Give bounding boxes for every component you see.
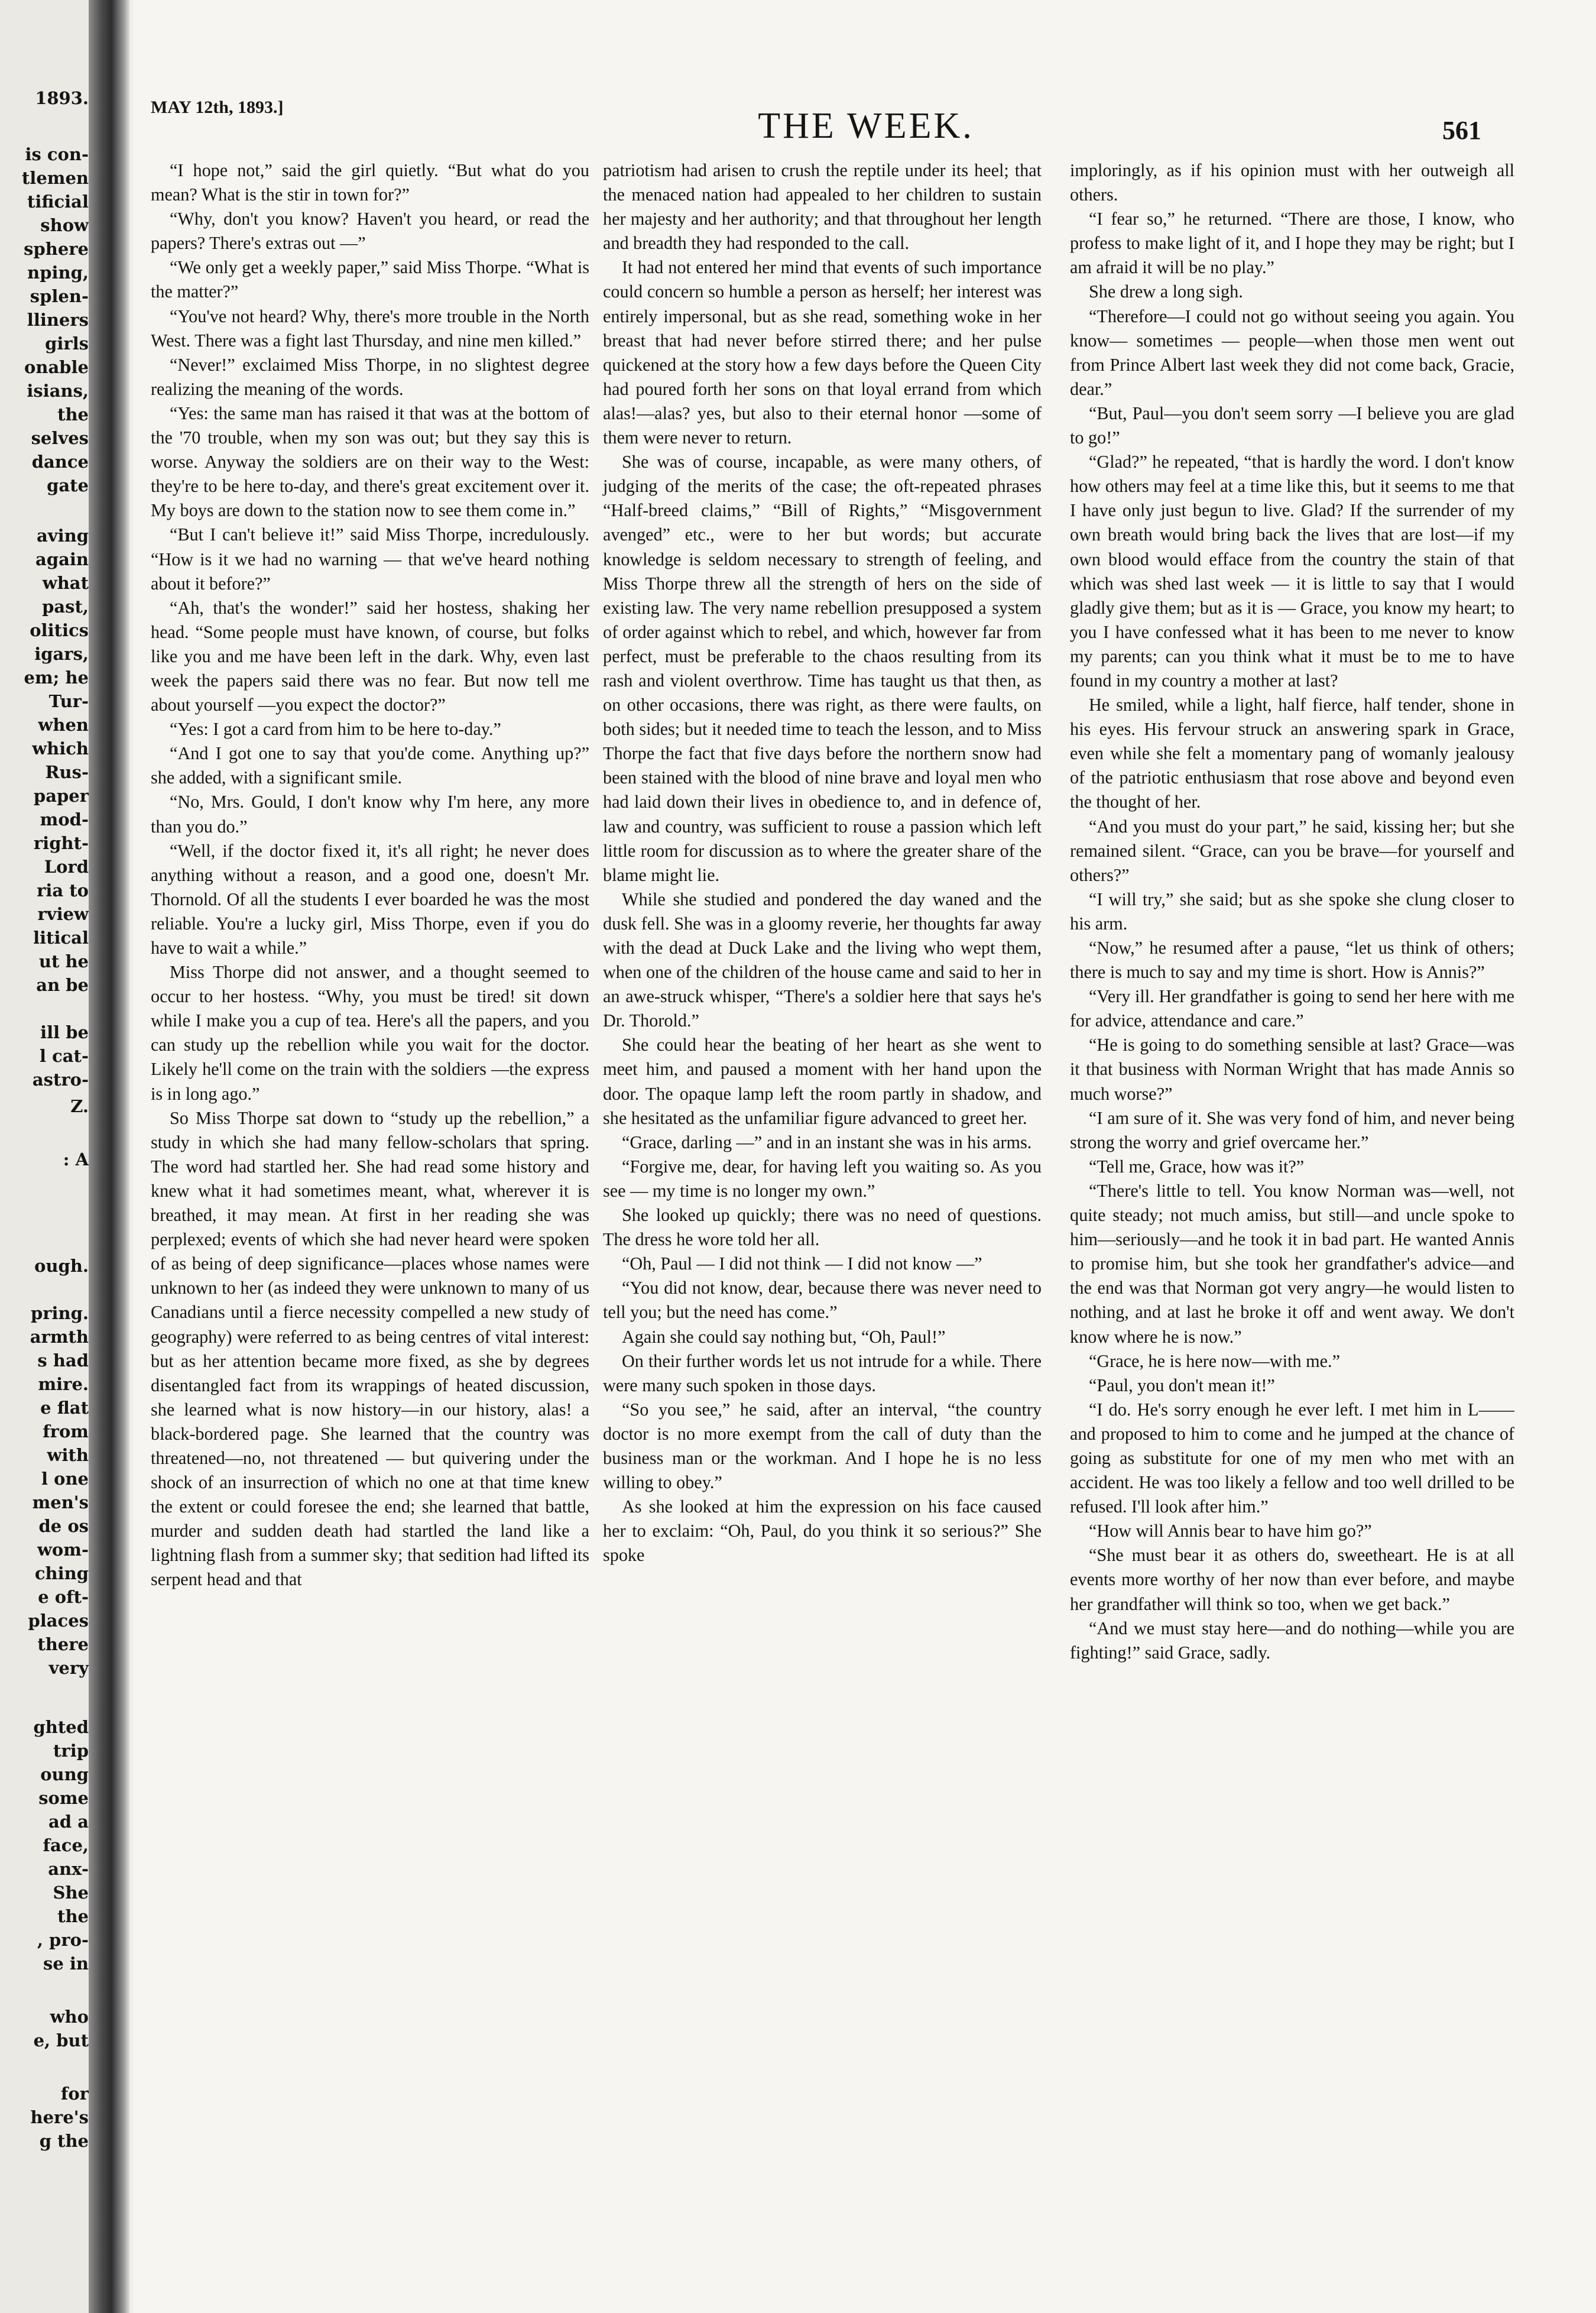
periodical-title: THE WEEK. xyxy=(758,106,974,146)
paragraph: “Ah, that's the wonder!” said her hostess, shaking her head. “Some people must have known, of course, but folks like you and me have been left in the dark. Why, even last week the papers said there was no fear. But now tell me about yourself —you expect the doctor?” xyxy=(151,597,589,715)
paragraph: “Never!” exclaimed Miss Thorpe, in no slightest degree realizing the meaning of the words. xyxy=(151,354,589,399)
facing-page-text: l cat- xyxy=(40,1046,89,1066)
facing-page-text: nping, xyxy=(27,263,89,283)
paragraph: “We only get a weekly paper,” said Miss Thorpe. “What is the matter?” xyxy=(151,257,589,302)
facing-page-text: lliners xyxy=(27,310,89,330)
facing-page-text: men's xyxy=(32,1492,89,1512)
facing-page-text: ill be xyxy=(40,1022,89,1042)
facing-page-text: ut he xyxy=(38,951,89,971)
facing-page-text: the xyxy=(57,1906,89,1926)
facing-page-text: right- xyxy=(33,833,89,853)
facing-page-text: se in xyxy=(43,1954,89,1974)
paragraph: He smiled, while a light, half fierce, half tender, shone in his eyes. His fervour struck an answering spark in Grace, even while she felt a momentary pang of womanly jealousy of the patriotic enthusiasm that rose above and beyond even the thought of her. xyxy=(1070,695,1514,812)
paragraph: “So you see,” he said, after an interval, “the country doctor is no more exempt from the call of duty than the business man or the workman. And I hope he is no less willing to obey.” xyxy=(603,1399,1042,1493)
paragraph: “And I got one to say that you'de come. Anything up?” she added, with a significant smile. xyxy=(151,743,589,788)
facing-page-text: which xyxy=(32,738,89,759)
paragraph: “I will try,” she said; but as she spoke she clung closer to his arm. xyxy=(1070,889,1514,934)
facing-page-text: girls xyxy=(45,333,89,354)
facing-page-text: tificial xyxy=(27,192,89,212)
facing-page-text: tlemen xyxy=(21,168,89,188)
paragraph: “Well, if the doctor fixed it, it's all right; he never does anything without a reason, and a good one, doesn't Mr. Thornold. Of all the students I ever boarded he was the most reliable. You're a lucky girl, Miss Thorpe, even if you do have to wait a while.” xyxy=(151,840,589,958)
paragraph: “No, Mrs. Gould, I don't know why I'm here, any more than you do.” xyxy=(151,792,589,837)
paragraph: “Very ill. Her grandfather is going to send her here with me for advice, attendance and care.” xyxy=(1070,986,1514,1031)
column-2 xyxy=(603,158,1042,1567)
facing-page-text: very xyxy=(48,1658,89,1678)
paragraph: “But, Paul—you don't seem sorry —I believe you are glad to go!” xyxy=(1070,403,1514,448)
facing-page-text: oung xyxy=(40,1764,89,1784)
facing-page-text: the xyxy=(57,404,89,425)
facing-page-text: mire. xyxy=(38,1374,89,1394)
paragraph: She was of course, incapable, as were many others, of judging of the merits of the case; the oft-repeated phrases “Half-breed claims,” “Bill of Rights,” “Misgovernment avenged” etc., were to her but words; but accurate knowledge is seldom necessary to strength of feeling, and Miss Thorpe threw all the strength of hers on the side of existing law. The very name rebellion presupposed a system of order against which to rebel, and which, however far from perfect, must be preferable to the chaos resulting from its rash and violent overthrow. Time has taught us that then, as on other occasions, there was right, as there were faults, on both sides; but it needed time to teach the lesson, and to Miss Thorpe the fact that five days before the northern snow had been stained with the blood of nine brave and loyal men who had laid down their lives in obedience to, and in defence of, law and country, was sufficient to rouse a passion which left little room for discussion as to where the greater share of the blame might lie. xyxy=(603,452,1042,885)
facing-page-text: show xyxy=(40,215,89,235)
facing-page-text: rview xyxy=(37,904,89,924)
facing-page-text: ough. xyxy=(34,1256,89,1276)
facing-page-text: s had xyxy=(37,1350,89,1371)
paragraph: “Grace, he is here now—with me.” xyxy=(1089,1350,1340,1371)
paragraph: “Glad?” he repeated, “that is hardly the word. I don't know how others may feel at a time like this, but it seems to me that I have only just begun to live. Glad? If the surrender of my own breath would bring back the lives that are lost—if my own blood would efface from the country the stain of that which was shed last week — it is little to say that I would gladly give them; but as it is — Grace, you know my heart; to you I have confessed what it has been to me never to know my parents; can you think what it must be to me to have found in my country a mother at last? xyxy=(1070,452,1514,691)
paragraph: “Paul, you don't mean it!” xyxy=(1089,1375,1275,1395)
paragraph: It had not entered her mind that events of such importance could concern so humble a person as herself; her interest was entirely impersonal, but as she read, something woke in her breast that had never before stirred there; and her pulse quickened at the story how a few days before the Queen City had poured forth her sons on that loyal errand from which alas!—alas? yes, but also to their eternal honor —some of them were never to return. xyxy=(603,257,1042,448)
facing-page-text: , pro- xyxy=(37,1930,89,1950)
facing-page-text: trip xyxy=(53,1741,89,1761)
paragraph: “Yes: the same man has raised it that was at the bottom of the '70 trouble, when my son was out; but they say this is worse. Anyway the soldiers are on their way to the West: they're to be here to-day, and there's great excitement over it. My boys are down to the station now to see them come in.” xyxy=(151,403,589,521)
facing-page-text: what xyxy=(42,573,89,593)
facing-page-text: Z. xyxy=(70,1096,89,1116)
facing-page-text: : A xyxy=(63,1149,89,1170)
paragraph: So Miss Thorpe sat down to “study up the rebellion,” a study in which she had many fellow-scholars that spring. The word had startled her. She had read some history and knew what it had sometimes meant, what, wherever it is breathed, it may mean. At first in her reading she was perplexed; events of which she had never heard were spoken of as being of deep significance—places whose names were unknown to her (as indeed they were unknown to many of us Canadians until a fierce necessity compelled a new study of geography) were referred to as being centres of vital interest: but as her attention became more fixed, as she by degrees disentangled fact from its wrappings of heated discussion, she learned what is now history—in our history, alas! a black-bordered page. She learned that the country was threatened—no, not threatened — but quivering under the shock of an insurrection of which no one at that time knew the extent or could foresee the end; she learned that battle, murder and sudden death had startled the land like a lightning flash from a summer sky; that sedition had lifted its serpent head and that xyxy=(151,1107,589,1590)
paragraph: “And we must stay here—and do nothing—while you are fighting!” said Grace, sadly. xyxy=(1070,1618,1514,1663)
facing-page-text: onable xyxy=(24,357,89,377)
paragraph: “But I can't believe it!” said Miss Thorpe, incredulously. “How is it we had no warning — that we've heard nothing about it before?” xyxy=(151,524,589,594)
paragraph: “How will Annis bear to have him go?” xyxy=(1089,1521,1372,1541)
paragraph: “You've not heard? Why, there's more trouble in the North West. There was a fight last Thursday, and nine men killed.” xyxy=(151,306,589,351)
facing-page-text: She xyxy=(53,1883,89,1903)
facing-page-text: past, xyxy=(42,597,89,617)
facing-page-text: there xyxy=(37,1634,89,1654)
paragraph: patriotism had arisen to crush the reptile under its heel; that the menaced nation had appealed to her children to sustain her majesty and her authority; and that throughout her length and breadth they had responded to the call. xyxy=(603,160,1042,254)
paragraph: “And you must do your part,” he said, kissing her; but she remained silent. “Grace, can you be brave—for yourself and others?” xyxy=(1070,816,1514,885)
paragraph: “Why, don't you know? Haven't you heard, or read the papers? There's extras out —” xyxy=(151,209,589,254)
facing-page-text: again xyxy=(35,549,89,569)
page-number: 561 xyxy=(1442,116,1481,145)
issue-date: MAY 12th, 1893.] xyxy=(151,98,284,117)
facing-page-text: ching xyxy=(34,1563,89,1583)
paragraph: Again she could say nothing but, “Oh, Paul!” xyxy=(622,1326,946,1347)
facing-page-text: igars, xyxy=(34,644,89,664)
facing-page-text: sphere xyxy=(24,239,89,259)
facing-page-text: Tur- xyxy=(48,691,89,711)
paragraph: On their further words let us not intrude for a while. There were many such spoken in those days. xyxy=(603,1350,1042,1395)
facing-page-text: armth xyxy=(30,1327,89,1347)
facing-page-text: places xyxy=(28,1611,89,1631)
facing-page-text: who xyxy=(50,2007,89,2027)
facing-page-text: gate xyxy=(47,475,89,495)
facing-page-text: e flat xyxy=(40,1398,89,1418)
facing-page-text: selves xyxy=(31,428,89,448)
paragraph: “You did not know, dear, because there was never need to tell you; but the need has come.” xyxy=(603,1278,1042,1323)
paragraph: “I do. He's sorry enough he ever left. I met him in L—— and proposed to him to come and he jumped at the chance of going as substitute for one of my men who met with an accident. He was too likely a fellow and too well drilled to be refused. I'll look after him.” xyxy=(1070,1399,1514,1517)
facing-page-text: e, but xyxy=(33,2030,89,2050)
paragraph: “I am sure of it. She was very fond of him, and never being strong the worry and grief overcame her.” xyxy=(1070,1107,1514,1152)
paragraph: imploringly, as if his opinion must with her outweigh all others. xyxy=(1070,160,1514,205)
facing-page-text: is con- xyxy=(25,144,89,164)
facing-page-text: em; he xyxy=(24,668,89,688)
page xyxy=(133,0,1596,2313)
column-3 xyxy=(1070,158,1514,1665)
paragraph: “Yes: I got a card from him to be here to-day.” xyxy=(170,719,501,740)
facing-page-text: 1893. xyxy=(35,88,89,108)
paragraph: Miss Thorpe did not answer, and a thought seemed to occur to her hostess. “Why, you must be tired! sit down while I make you a cup of tea. Here's all the papers, and you can study up the rebellion while you wait for the doctor. Likely he'll come on the train with the soldiers —the express is in long ago.” xyxy=(151,962,589,1104)
book-gutter xyxy=(89,0,130,2313)
facing-page-text: wom- xyxy=(37,1540,89,1560)
facing-page-text: an be xyxy=(36,975,89,995)
facing-page-text: olitics xyxy=(30,620,89,640)
facing-page-text: paper xyxy=(33,786,89,806)
facing-page-text: for xyxy=(60,2084,89,2104)
paragraph: “Tell me, Grace, how was it?” xyxy=(1089,1156,1305,1177)
facing-page-text: Lord xyxy=(44,857,89,877)
paragraph: “She must bear it as others do, sweetheart. He is at all events more worthy of her now than ever before, and maybe her grandfather will think so too, when we get back.” xyxy=(1070,1545,1514,1614)
facing-page-text: ad a xyxy=(48,1812,89,1832)
facing-page-fragment xyxy=(0,0,89,2313)
paragraph: She looked up quickly; there was no need of questions. The dress he wore told her all. xyxy=(603,1205,1042,1250)
facing-page-text: with xyxy=(47,1445,89,1465)
facing-page-text: from xyxy=(43,1421,89,1441)
column-1 xyxy=(151,158,589,1592)
paragraph: “Oh, Paul — I did not think — I did not know —” xyxy=(622,1253,982,1274)
facing-page-text: Rus- xyxy=(45,762,89,782)
paragraph: “I hope not,” said the girl quietly. “But what do you mean? What is the stir in town for?” xyxy=(151,160,589,205)
paragraph: “Grace, darling —” and in an instant she was in his arms. xyxy=(622,1132,1032,1152)
facing-page-text: de os xyxy=(38,1516,89,1536)
facing-page-text: mod- xyxy=(40,809,89,830)
facing-page-text: here's xyxy=(30,2107,89,2127)
facing-page-text: l one xyxy=(41,1469,89,1489)
facing-page-text: splen- xyxy=(30,286,89,306)
paragraph: “I fear so,” he returned. “There are those, I know, who profess to make light of it, and I hope they may be right; but I am afraid it will be no play.” xyxy=(1070,209,1514,278)
facing-page-text: g the xyxy=(39,2131,89,2151)
facing-page-text: isians, xyxy=(27,381,89,401)
paragraph: She drew a long sigh. xyxy=(1089,281,1243,302)
facing-page-text: ghted xyxy=(33,1717,89,1737)
paragraph: As she looked at him the expression on his face caused her to exclaim: “Oh, Paul, do you think it so serious?” She spoke xyxy=(603,1496,1042,1566)
facing-page-text: when xyxy=(38,715,89,735)
facing-page-text: astro- xyxy=(32,1070,89,1090)
paragraph: “There's little to tell. You know Norman was—well, not quite steady; not much amiss, but still—and uncle spoke to him—seriously—and he took it in bad part. He wanted Annis to promise him, but she took her grandfather's advice—and the end was that Norman got very angry—he would listen to nothing, and at last he broke it off and went away. We don't know where he is now.” xyxy=(1070,1180,1514,1347)
paragraph: While she studied and pondered the day waned and the dusk fell. She was in a gloomy reverie, her thoughts far away with the dead at Duck Lake and the living who wept them, when one of the children of the house came and said to her in an awe-struck whisper, “There's a soldier here that says he's Dr. Thorold.” xyxy=(603,889,1042,1031)
facing-page-text: anx- xyxy=(48,1859,89,1879)
facing-page-text: pring. xyxy=(30,1303,89,1323)
facing-page-text: e oft- xyxy=(38,1587,89,1607)
facing-page-text: dance xyxy=(31,452,89,472)
paragraph: “Forgive me, dear, for having left you waiting so. As you see — my time is no longer my own.” xyxy=(603,1156,1042,1201)
facing-page-text: aving xyxy=(36,526,89,546)
paragraph: She could hear the beating of her heart as she went to meet him, and paused a moment with her hand upon the door. The opaque lamp left the room partly in shadow, and she hesitated as the unfamiliar figure advanced to greet her. xyxy=(603,1035,1042,1128)
paragraph: “Now,” he resumed after a pause, “let us think of others; there is much to say and my time is short. How is Annis?” xyxy=(1070,938,1514,983)
paragraph: “Therefore—I could not go without seeing you again. You know— sometimes — people—when those men went out from Prince Albert last week they did not come back, Gracie, dear.” xyxy=(1070,306,1514,399)
facing-page-text: some xyxy=(38,1788,89,1808)
paragraph: “He is going to do something sensible at last? Grace—was it that business with Norman Wright that has made Annis so much worse?” xyxy=(1070,1035,1514,1104)
facing-page-text: litical xyxy=(33,928,89,948)
facing-page-text: face, xyxy=(43,1835,89,1855)
facing-page-text: ria to xyxy=(37,880,89,900)
